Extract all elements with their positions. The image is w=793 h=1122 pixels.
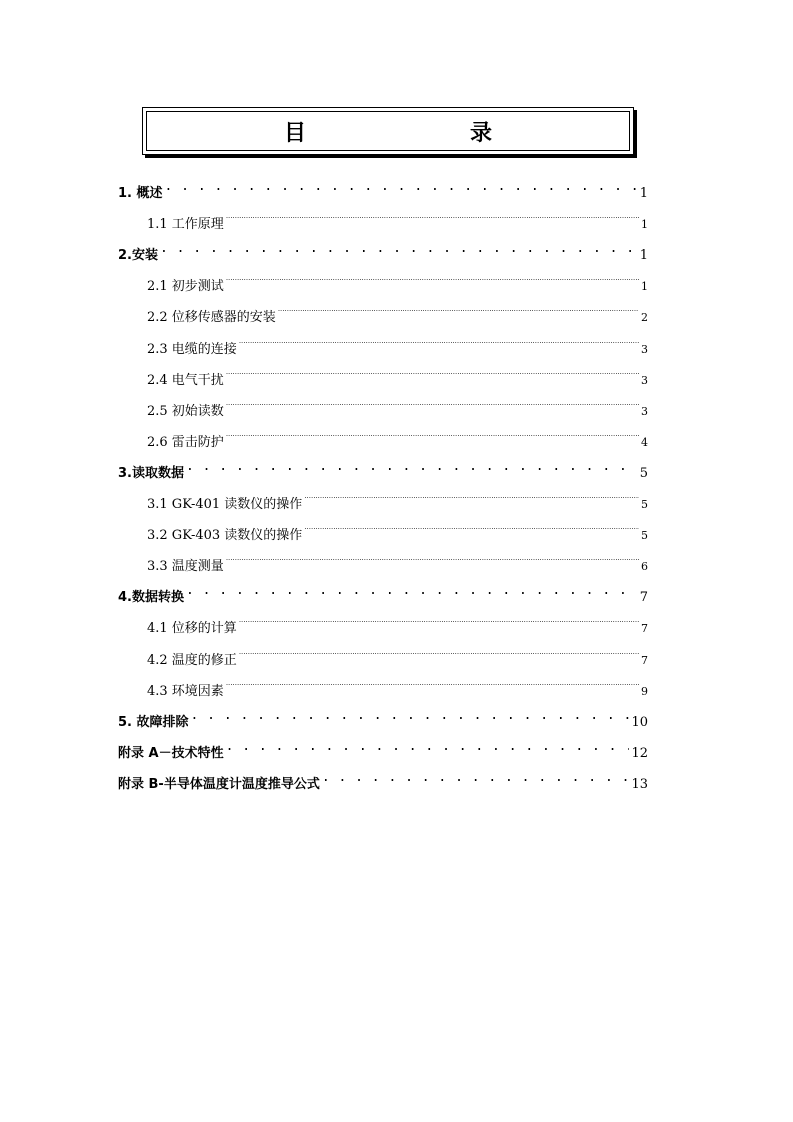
toc-entry-label: 5. 故障排除 (118, 714, 189, 730)
toc-entry[interactable] (147, 492, 648, 522)
toc-entry[interactable] (118, 181, 648, 211)
toc-entry[interactable] (147, 337, 648, 367)
toc-dot-leader (226, 274, 639, 290)
toc-dot-leader (226, 212, 639, 228)
toc-entry-page-number: 2 (641, 311, 648, 325)
toc-entry-page-number: 3 (641, 342, 648, 356)
toc-dot-leader (226, 741, 630, 757)
toc-entry-label: 3.读取数据 (118, 465, 184, 481)
toc-dot-leader (278, 305, 639, 321)
toc-dot-leader (186, 461, 638, 477)
toc-entry-label: 附录 B-半导体温度计温度推导公式 (118, 776, 320, 792)
toc-entry[interactable] (147, 616, 648, 646)
toc-entry-page-number: 6 (641, 560, 648, 574)
toc-entry-page-number: 1 (641, 218, 648, 232)
toc-entry-label: 2.4 电气干扰 (147, 372, 224, 388)
toc-entry-label: 4.3 环境因素 (147, 683, 224, 699)
toc-entry-label: 2.3 电缆的连接 (147, 341, 237, 357)
toc-entry[interactable] (147, 274, 648, 304)
toc-dot-leader (322, 772, 630, 788)
toc-dot-leader (239, 648, 639, 664)
toc-entry[interactable] (118, 772, 648, 802)
toc-dot-leader (165, 181, 638, 197)
toc-entry-page-number: 4 (641, 435, 648, 449)
toc-dot-leader (226, 679, 639, 695)
toc-dot-leader (191, 710, 630, 726)
toc-entry[interactable] (147, 305, 648, 335)
toc-entry-label: 4.2 温度的修正 (147, 652, 237, 668)
toc-dot-leader (226, 554, 639, 570)
toc-entry-page-number: 1 (641, 280, 648, 294)
toc-dot-leader (304, 492, 639, 508)
toc-entry-page-number: 3 (641, 404, 648, 418)
toc-entry-page-number: 3 (641, 373, 648, 387)
toc-entry-page-number: 7 (639, 590, 648, 606)
toc-entry-page-number: 13 (631, 776, 648, 792)
toc-entry[interactable] (147, 430, 648, 460)
toc-entry-label: 4.1 位移的计算 (147, 621, 237, 637)
toc-entry-page-number: 5 (641, 529, 648, 543)
toc-entry[interactable] (118, 243, 648, 273)
toc-entry-label: 2.2 位移传感器的安装 (147, 310, 276, 326)
toc-entry-label: 1.1 工作原理 (147, 217, 224, 233)
toc-dot-leader (186, 585, 638, 601)
toc-dot-leader (239, 616, 639, 632)
toc-entry-label: 2.1 初步测试 (147, 279, 224, 295)
toc-entry-page-number: 1 (639, 248, 648, 264)
toc-entry-label: 3.3 温度测量 (147, 559, 224, 575)
toc-entry-page-number: 5 (641, 498, 648, 511)
toc-entry[interactable] (118, 710, 648, 740)
toc-entry-page-number: 10 (631, 714, 648, 730)
toc-dot-leader (304, 523, 639, 539)
toc-dot-leader (226, 430, 639, 446)
toc-entry-label: 3.2 GK-403 读数仪的操作 (147, 528, 303, 544)
toc-entry-label: 2.安装 (118, 248, 158, 264)
toc-entry-page-number: 9 (641, 684, 648, 698)
toc-entry-page-number: 1 (639, 186, 648, 201)
toc-entry[interactable] (147, 679, 648, 709)
toc-entry-label: 1. 概述 (118, 186, 163, 201)
title-inner-frame (146, 111, 630, 151)
toc-entry[interactable] (147, 399, 648, 429)
toc-entry[interactable] (147, 368, 648, 398)
toc-entry[interactable] (147, 554, 648, 584)
toc-dot-leader (160, 243, 638, 259)
toc-entry[interactable] (118, 461, 648, 491)
toc-entry[interactable] (118, 585, 648, 615)
toc-entry-label: 4.数据转换 (118, 590, 184, 606)
toc-entry-page-number: 5 (639, 465, 648, 481)
toc-dot-leader (226, 399, 639, 415)
toc-entry-label: 2.5 初始读数 (147, 403, 224, 419)
toc-entry-page-number: 7 (641, 653, 648, 667)
title-box (142, 107, 634, 155)
page-title: 目 录 (283, 120, 532, 146)
toc-entry[interactable] (118, 741, 648, 771)
toc-entry[interactable] (147, 212, 648, 242)
toc-entry-label: 附录 A－技术特性 (118, 745, 224, 761)
toc-entry[interactable] (147, 648, 648, 678)
toc-entry[interactable] (147, 523, 648, 553)
toc-dot-leader (226, 368, 639, 384)
toc-entry-page-number: 7 (641, 622, 648, 636)
toc-entry-label: 2.6 雷击防护 (147, 434, 224, 450)
toc-entry-label: 3.1 GK-401 读数仪的操作 (147, 497, 303, 512)
toc-dot-leader (239, 337, 639, 353)
toc-entry-page-number: 12 (631, 745, 648, 761)
